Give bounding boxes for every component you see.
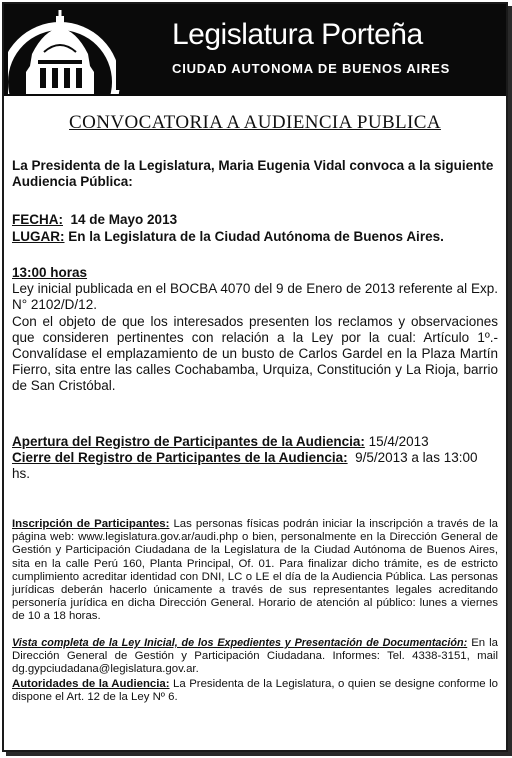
apertura-line (12, 434, 498, 450)
lugar-value: En la Legislatura de la Ciudad Autónoma de Buenos Aires. (68, 229, 444, 244)
fecha-line (12, 212, 498, 228)
autoridades-paragraph (12, 678, 498, 704)
inscripcion-label: Inscripción de Participantes: (12, 518, 170, 530)
apertura-label: Apertura del Registro de Participantes de la Audiencia: (12, 434, 365, 449)
ley-text: Ley inicial publicada en el BOCBA 4070 del 9 de Enero de 2013 referente al Exp. N° 2102/D/12. (12, 281, 498, 312)
apertura-value: 15/4/2013 (368, 434, 429, 449)
lugar-label: LUGAR: (12, 229, 65, 244)
lugar-line (12, 229, 498, 245)
fecha-label: FECHA: (12, 212, 63, 227)
objeto-text: Con el objeto de que los interesados presenten los reclamos y observaciones que consideren pertinentes con relación a la Ley por la cual: Artículo 1º.- Convalídase el emplazamiento de un busto de Carlos Gardel en la Plaza Martín Fierro, sita entre las calles Cochabamba, Urquiza, Constitución y La Rioja, barrio de San Cristóbal. (12, 314, 498, 393)
inscripcion-text: Las personas físicas podrán iniciar la inscripción a través de la página web: www.legislatura.gov.ar/audi.php o bien, personalmente en la Dirección General de Gestión y Participación Ciudadana de la Legislatura de la Ciudad Autónoma de Buenos Aires, sita en la calle Perú 160, Planta Principal, Of. 01. Para finalizar dicho trámite, es de estricto cumplimiento acreditar identidad con DNI, LC o LE el día de la Audiencia Pública. Las personas jurídicas deberán hacerlo únicamente a través de sus representantes legales acreditando personería jurídica en dicha Dirección General. Horario de atención al público: lunes a viernes de 10 a 18 horas. (12, 518, 498, 623)
legislature-dome-icon (8, 8, 158, 94)
brand-subtitle: CIUDAD AUTONOMA DE BUENOS AIRES (172, 61, 451, 76)
intro-text: La Presidenta de la Legislatura, Maria Eugenia Vidal convoca a la siguiente Audiencia Pública: (12, 158, 494, 189)
cierre-line (12, 450, 498, 482)
fecha-value: 14 de Mayo 2013 (70, 212, 178, 227)
vista-paragraph (12, 637, 498, 677)
notice-title: CONVOCATORIA A AUDIENCIA PUBLICA (69, 112, 441, 133)
vista-text: En la Dirección General de Gestión y Participación Ciudadana. Informes: Tel. 4338-3151, mail dg.gypciudadana@legislatura.gov.ar. (12, 637, 498, 676)
inscripcion-paragraph (12, 518, 498, 624)
brand-title: Legislatura Porteña (172, 18, 423, 51)
hora-line: 13:00 horas (12, 265, 88, 280)
cierre-value: 9/5/2013 a las 13:00 hs. (12, 450, 478, 481)
header-banner (4, 4, 506, 96)
autoridades-label: Autoridades de la Audiencia: (12, 678, 170, 690)
cierre-label: Cierre del Registro de Participantes de la Audiencia: (12, 450, 348, 465)
autoridades-text: La Presidenta de la Legislatura, o quien se designe conforme lo dispone el Art. 12 de la Ley Nº 6. (12, 678, 498, 704)
notice-frame (2, 2, 508, 752)
vista-label: Vista completa de la Ley Inicial, de los Expedientes y Presentación de Documentación: (12, 637, 468, 649)
